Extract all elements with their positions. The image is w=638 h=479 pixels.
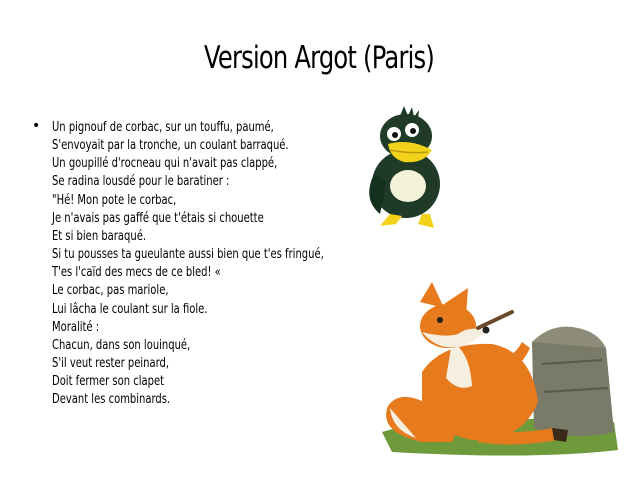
poem-line: Si tu pousses ta gueulante aussi bien que t'es fringué, <box>52 246 324 263</box>
poem-line: Et si bien baraqué. <box>52 227 147 244</box>
poem-line: S'envoyait par la tronche, un coulant barraqué. <box>52 137 289 154</box>
poem-line: Se radina lousdé pour le baratiner : <box>52 173 230 190</box>
poem-line: Chacun, dans son louinqué, <box>52 336 191 353</box>
poem-line: Le corbac, pas mariole, <box>52 282 169 299</box>
poem-line: Devant les combinards. <box>52 391 171 408</box>
poem-line: Doit fermer son clapet <box>52 373 165 390</box>
fox-icon <box>382 282 618 460</box>
poem-line: Moralité : <box>52 318 100 335</box>
slide-title: Version Argot (Paris) <box>203 40 435 76</box>
poem-line: Lui lâcha le coulant sur la fiole. <box>52 300 208 317</box>
poem-line: Un pignouf de corbac, sur un touffu, paumé, <box>52 119 274 135</box>
poem-line: S'il veut rester peinard, <box>52 355 170 372</box>
poem-line: T'es l'caïd des mecs de ce bled! « <box>52 264 221 281</box>
poem-line: Je n'avais pas gaffé que t'étais si chouette <box>52 209 264 226</box>
bullet-marker: • <box>32 118 41 134</box>
poem-line: Un goupillé d'rocneau qui n'avait pas clappé, <box>52 155 278 172</box>
crow-icon <box>360 104 464 232</box>
poem-line: "Hé! Mon pote le corbac, <box>52 191 177 208</box>
poem-lines <box>52 118 363 409</box>
